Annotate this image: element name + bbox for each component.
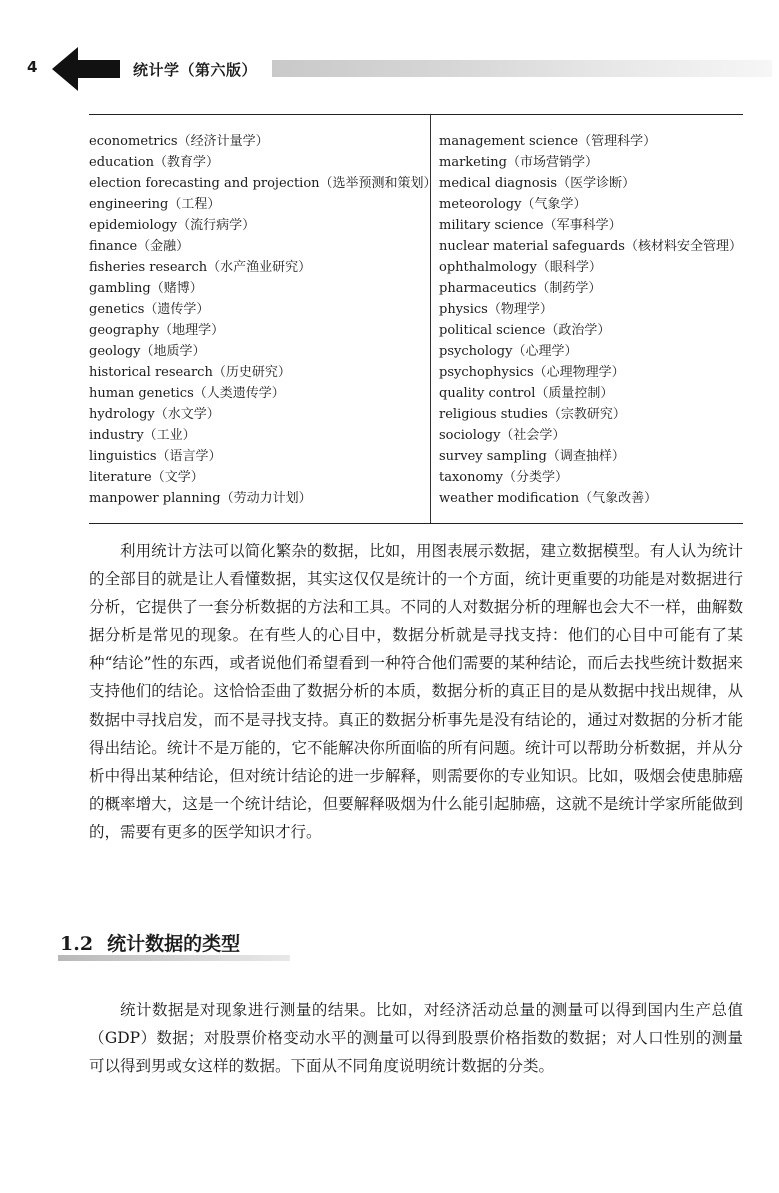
table-row: survey sampling（调查抽样） — [439, 449, 625, 464]
back-arrow-icon — [52, 46, 122, 92]
table-row: psychophysics（心理物理学） — [439, 365, 625, 380]
table-row: linguistics（语言学） — [89, 449, 222, 464]
table-row: geology（地质学） — [89, 344, 206, 359]
section-number: 1.2 — [60, 933, 94, 955]
body-paragraph: 统计数据是对现象进行测量的结果。比如，对经济活动总量的测量可以得到国内生产总值（GDP）数据；对股票价格变动水平的测量可以得到股票价格指数的数据；对人口性别的测量可以得到男或女这样的数据。下面从不同角度说明统计数据的分类。 — [89, 1001, 743, 1076]
table-row: management science（管理科学） — [439, 134, 657, 149]
table-row: engineering（工程） — [89, 197, 221, 212]
table-row: gambling（赌博） — [89, 281, 203, 296]
table-row: physics（物理学） — [439, 302, 553, 317]
table-row: literature（文学） — [89, 470, 204, 485]
table-row: military science（军事科学） — [439, 218, 622, 233]
table-row: genetics（遗传学） — [89, 302, 210, 317]
table-row: religious studies（宗教研究） — [439, 407, 626, 422]
page-number: 4 — [27, 58, 38, 76]
table-row: hydrology（水文学） — [89, 407, 220, 422]
body-paragraph: 利用统计方法可以简化繁杂的数据，比如，用图表展示数据，建立数据模型。有人认为统计的全部目的就是让人看懂数据，其实这仅仅是统计的一个方面，统计更重要的功能是对数据进行分析，它提供了一套分析数据的方法和工具。不同的人对数据分析的理解也会大不一样，曲解数据分析是常见的现象。在有些人的心目中，数据分析就是寻找支持：他们的心目中可能有了某种“结论”性的东西，或者说他们希望看到一种符合他们需要的某种结论，而后去找些统计数据来支持他们的结论。这恰恰歪曲了数据分析的本质，数据分析的真正目的是从数据中找出规律，从数据中寻找启发，而不是寻找支持。真正的数据分析事先是没有结论的，通过对数据的分析才能得出结论。统计不是万能的，它不能解决你所面临的所有问题。统计可以帮助分析数据，并从分析中得出某种结论，但对统计结论的进一步解释，则需要你的专业知识。比如，吸烟会使患肺癌的概率增大，这是一个统计结论，但要解释吸烟为什么能引起肺癌，这就不是统计学家所能做到的，需要有更多的医学知识才行。 — [89, 542, 743, 841]
table-row: epidemiology（流行病学） — [89, 218, 256, 233]
table-right-column — [439, 131, 742, 509]
table-row: fisheries research（水产渔业研究） — [89, 260, 312, 275]
table-row: industry（工业） — [89, 428, 196, 443]
table-row: human genetics（人类遗传学） — [89, 386, 285, 401]
table-row: meteorology（气象学） — [439, 197, 587, 212]
table-row: manpower planning（劳动力计划） — [89, 491, 312, 506]
table-row: sociology（社会学） — [439, 428, 566, 443]
book-title: 统计学（第六版） — [133, 61, 258, 79]
table-row: geography（地理学） — [89, 323, 225, 338]
table-row: weather modification（气象改善） — [439, 491, 658, 506]
table-row: quality control（质量控制） — [439, 386, 614, 401]
table-row: education（教育学） — [89, 155, 220, 170]
section-title: 统计数据的类型 — [107, 933, 241, 955]
table-left-column — [89, 131, 437, 509]
table-row: pharmaceutics（制药学） — [439, 281, 602, 296]
table-row: taxonomy（分类学） — [439, 470, 569, 485]
table-row: political science（政治学） — [439, 323, 611, 338]
table-row: ophthalmology（眼科学） — [439, 260, 602, 275]
table-row: finance（金融） — [89, 239, 190, 254]
header-decoration-band — [272, 60, 772, 77]
table-row: nuclear material safeguards（核材料安全管理） — [439, 239, 742, 254]
section-heading — [60, 929, 240, 956]
table-row: election forecasting and projection（选举预测和策划） — [89, 176, 437, 191]
statistics-applications-table — [89, 114, 743, 524]
table-row: medical diagnosis（医学诊断） — [439, 176, 636, 191]
table-row: psychology（心理学） — [439, 344, 578, 359]
table-row: econometrics（经济计量学） — [89, 134, 269, 149]
table-row: historical research（历史研究） — [89, 365, 291, 380]
table-row: marketing（市场营销学） — [439, 155, 598, 170]
